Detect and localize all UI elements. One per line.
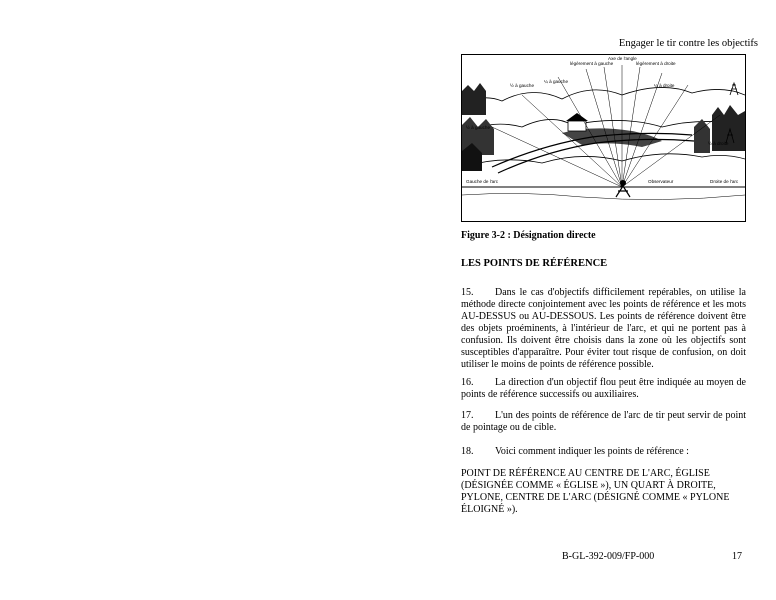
paragraph-text: L'un des points de référence de l'arc de tir peut servir de point de pointage ou de cible. xyxy=(461,410,746,433)
running-header: Engager le tir contre les objectifs xyxy=(618,38,758,49)
forest-left-top xyxy=(462,83,486,115)
landscape-illustration xyxy=(462,55,745,221)
section-title: LES POINTS DE RÉFÉRENCE xyxy=(461,258,608,269)
label-observateur: Observateur xyxy=(648,179,674,184)
paragraph-15 xyxy=(461,287,746,371)
church-roof xyxy=(566,113,588,121)
label-demi-gauche-2: ½ à gauche xyxy=(466,125,491,130)
paragraph-number: 18. xyxy=(461,446,474,457)
paragraph-17 xyxy=(461,410,746,434)
church-building xyxy=(568,121,586,131)
hill-line-far xyxy=(462,87,745,105)
figure-caption: Figure 3-2 : Désignation directe xyxy=(461,230,596,241)
document-code: B-GL-392-009/FP-000 xyxy=(562,551,655,562)
paragraph-number: 15. xyxy=(461,287,474,298)
observer-body xyxy=(616,186,630,197)
label-leg-droite: légèrement à droite xyxy=(636,61,676,66)
paragraph-text: Voici comment indiquer les points de référence : xyxy=(495,446,689,457)
label-gauche-arc: Gauche de l'arc xyxy=(466,179,499,184)
label-demi-droite: ½ à droite xyxy=(708,141,729,146)
label-quart-gauche: ¼ à gauche xyxy=(544,79,569,84)
hill-line-near xyxy=(462,154,745,167)
page-number: 17 xyxy=(732,551,742,562)
pylon-right xyxy=(730,83,738,95)
label-leg-gauche: légèrement à gauche xyxy=(570,61,614,66)
paragraph-number: 16. xyxy=(461,377,474,388)
figure-designation-directe xyxy=(461,54,746,222)
paragraph-number: 17. xyxy=(461,410,474,421)
paragraph-18 xyxy=(461,446,746,458)
label-demi-gauche: ½ à gauche xyxy=(510,83,535,88)
label-quart-droite: ¼ à droite xyxy=(654,83,675,88)
road-lower xyxy=(498,139,694,173)
paragraph-text: Dans le cas d'objectifs difficilement repérables, on utilise la méthode directe conjointement avec les points de référence et les mots AU-DESSUS ou AU-DESSOUS. Les points de référence doivent être des objets proéminents, à l'intérieur de l'arc, et qui ne portent pas à confusion. Ils doivent être choisis dans la zone où les objectifs sont susceptibles d'apparaître. Pour éviter tout risque de confusion, on doit utiliser le moins de points de référence possible. xyxy=(461,287,746,370)
paragraph-16 xyxy=(461,377,746,401)
foreground-line xyxy=(462,193,745,199)
reference-example: POINT DE RÉFÉRENCE AU CENTRE DE L'ARC, ÉGLISE (DÉSIGNÉE COMME « ÉGLISE »), UN QUART À DROITE, PYLONE, CENTRE DE L'ARC (DÉSIGNÉ COMME « PYLONE ÉLOIGNÉ »). xyxy=(461,468,730,515)
label-droite-arc: Droite de l'arc xyxy=(710,179,739,184)
paragraph-text: La direction d'un objectif flou peut être indiquée au moyen de points de référence successifs ou auxiliaires. xyxy=(461,377,746,400)
label-axe: Axe de l'angle xyxy=(608,56,637,61)
